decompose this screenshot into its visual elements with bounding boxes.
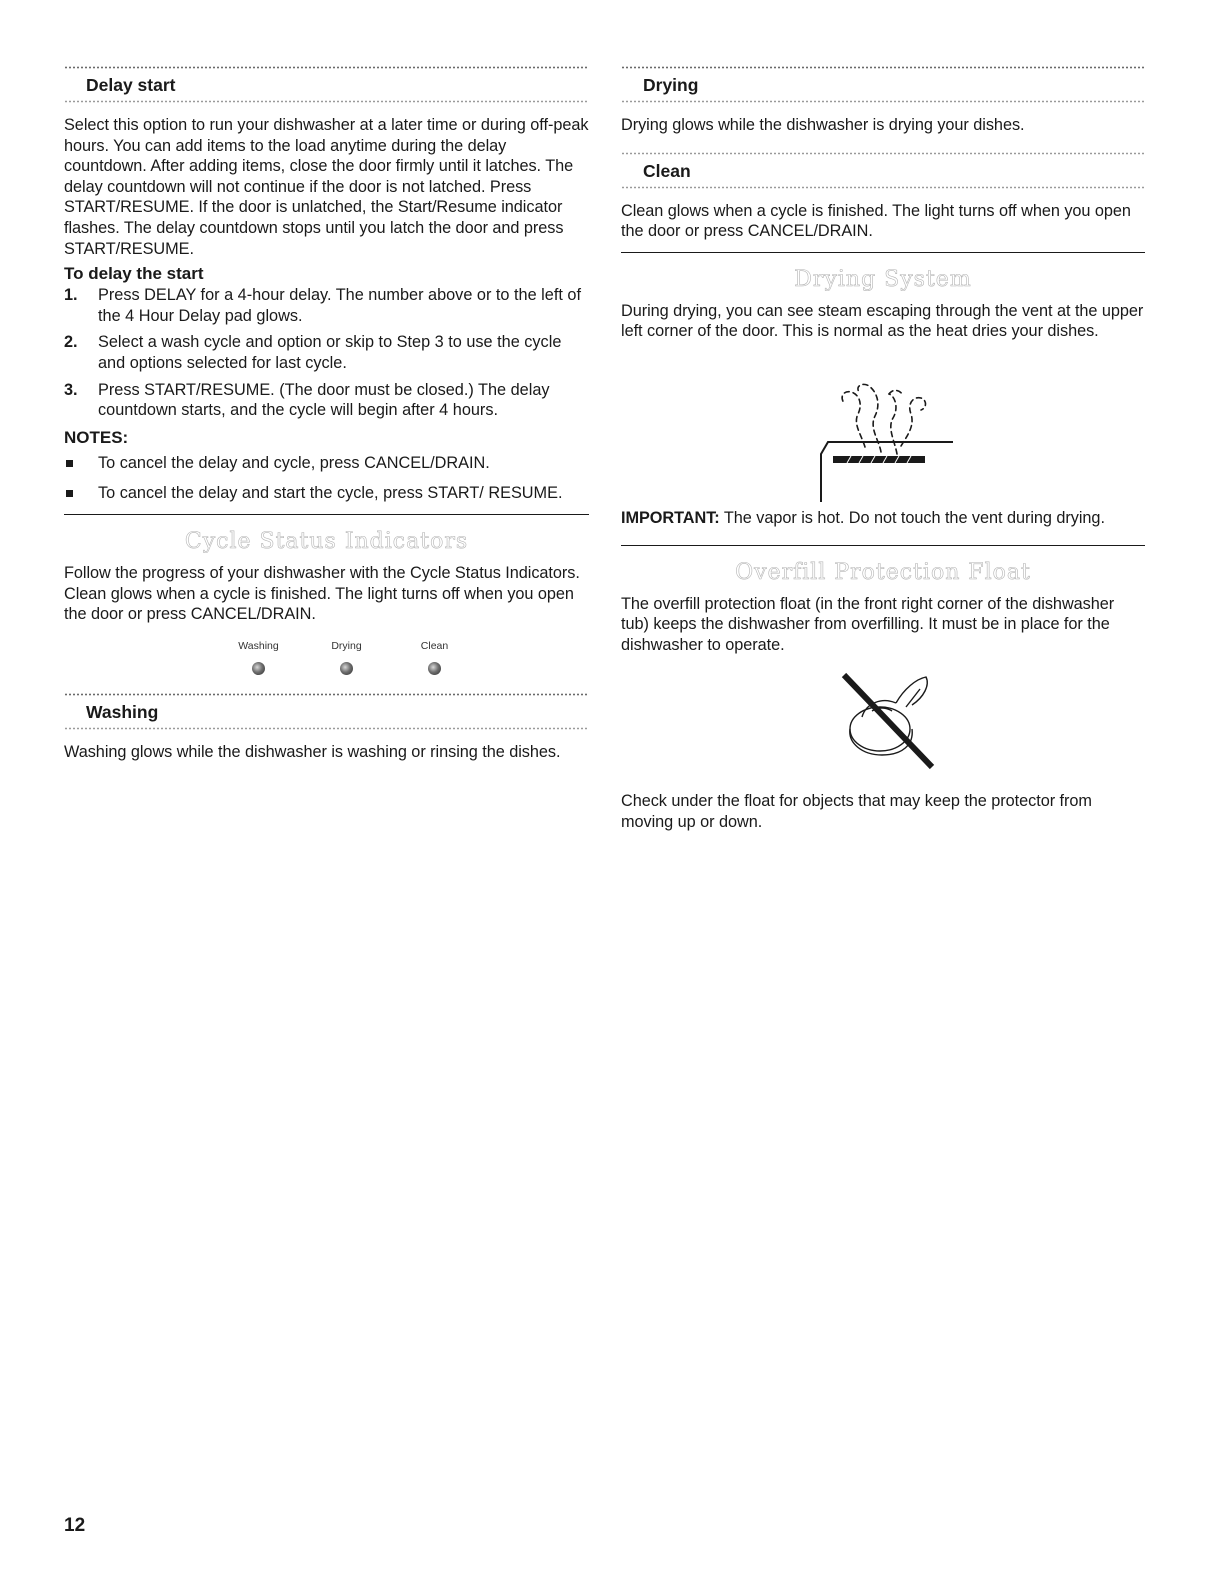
page-number: 12: [64, 1515, 86, 1536]
indicator-light-icon: [340, 662, 353, 675]
heading-rule-bottom: [621, 186, 1145, 189]
list-item: 3. Press START/RESUME. (The door must be closed.) The delay countdown starts, and the cycle will begin after 4 hours.: [64, 380, 550, 420]
steam-vent-illustration: [803, 342, 963, 502]
cycle-status-indicators: [104, 639, 589, 675]
drying-heading: Drying: [643, 75, 699, 95]
square-bullet-icon: [66, 460, 73, 467]
left-column: [64, 66, 589, 762]
section-divider: [621, 252, 1145, 253]
overfill-text: The overfill protection float (in the front right corner of the dishwasher tub) keeps the dishwasher from overfilling. It must be in place for the dishwasher to operate.: [621, 594, 1115, 654]
section-divider: [64, 514, 589, 515]
heading-rule-bottom: [64, 727, 589, 730]
cycle-status-title: Cycle Status Indicators: [184, 528, 469, 554]
clean-text: Clean glows when a cycle is finished. The light turns off when you open the door or press CANCEL/DRAIN.: [621, 201, 1131, 241]
overfill-title: Overfill Protection Float: [735, 559, 1031, 585]
list-item: To cancel the delay and start the cycle, press START/ RESUME.: [64, 483, 589, 504]
notes-list: [64, 453, 589, 504]
section-divider: [621, 545, 1145, 546]
important-label: IMPORTANT:: [621, 508, 720, 527]
overfill-check-text: Check under the float for objects that may keep the protector from moving up or down.: [621, 792, 1092, 831]
important-text: The vapor is hot. Do not touch the vent during drying.: [723, 508, 1105, 527]
list-item: To cancel the delay and cycle, press CANCEL/DRAIN.: [64, 453, 589, 474]
delay-steps-heading: To delay the start: [64, 264, 204, 284]
cycle-status-text: Follow the progress of your dishwasher with the Cycle Status Indicators. Clean glows when a cycle is finished. The light turns off when you open the door or press CANCEL/DRAIN.: [64, 563, 580, 624]
list-item: 2. Select a wash cycle and option or skip to Step 3 to use the cycle and options selected for last cycle.: [64, 333, 562, 372]
clean-heading: Clean: [643, 160, 691, 181]
indicator-label: Clean: [420, 639, 449, 652]
square-bullet-icon: [66, 490, 73, 497]
washing-heading: Washing: [86, 701, 159, 722]
overfill-float-illustration: [808, 667, 958, 777]
notes-heading: NOTES:: [64, 427, 129, 447]
heading-rule-bottom: [64, 100, 589, 103]
drying-system-text: During drying, you can see steam escaping through the vent at the upper left corner of the door. This is normal as the heat dries your dishes.: [621, 301, 1144, 341]
indicator-label: Washing: [238, 639, 279, 652]
indicator-washing: [233, 639, 285, 675]
right-column: [621, 66, 1145, 833]
indicator-label: Drying: [331, 639, 362, 652]
drying-text: Drying glows while the dishwasher is drying your dishes.: [621, 116, 1025, 134]
indicator-light-icon: [252, 662, 265, 675]
delay-start-intro: Select this option to run your dishwasher at a later time or during off-peak hours. You can add items to the load anytime during the delay countdown. After adding items, close the door firmly until it latches. The delay countdown will not continue if the door is not latched. Press START/RESUME. If the door is unlatched, the Start/Resume indicator flashes. The delay countdown stops until you latch the door and press START/RESUME.: [64, 116, 589, 258]
indicator-clean: [409, 639, 461, 675]
washing-text: Washing glows while the dishwasher is washing or rinsing the dishes.: [64, 742, 561, 761]
delay-start-heading: Delay start: [86, 75, 176, 95]
important-note: [621, 508, 1145, 529]
heading-rule-bottom: [621, 100, 1145, 103]
indicator-light-icon: [428, 662, 441, 675]
indicator-drying: [321, 639, 373, 675]
list-item: 1. Press DELAY for a 4-hour delay. The number above or to the left of the 4 Hour Delay pad glows.: [64, 286, 581, 325]
drying-system-title: Drying System: [794, 266, 972, 292]
delay-steps-list: [64, 285, 589, 421]
